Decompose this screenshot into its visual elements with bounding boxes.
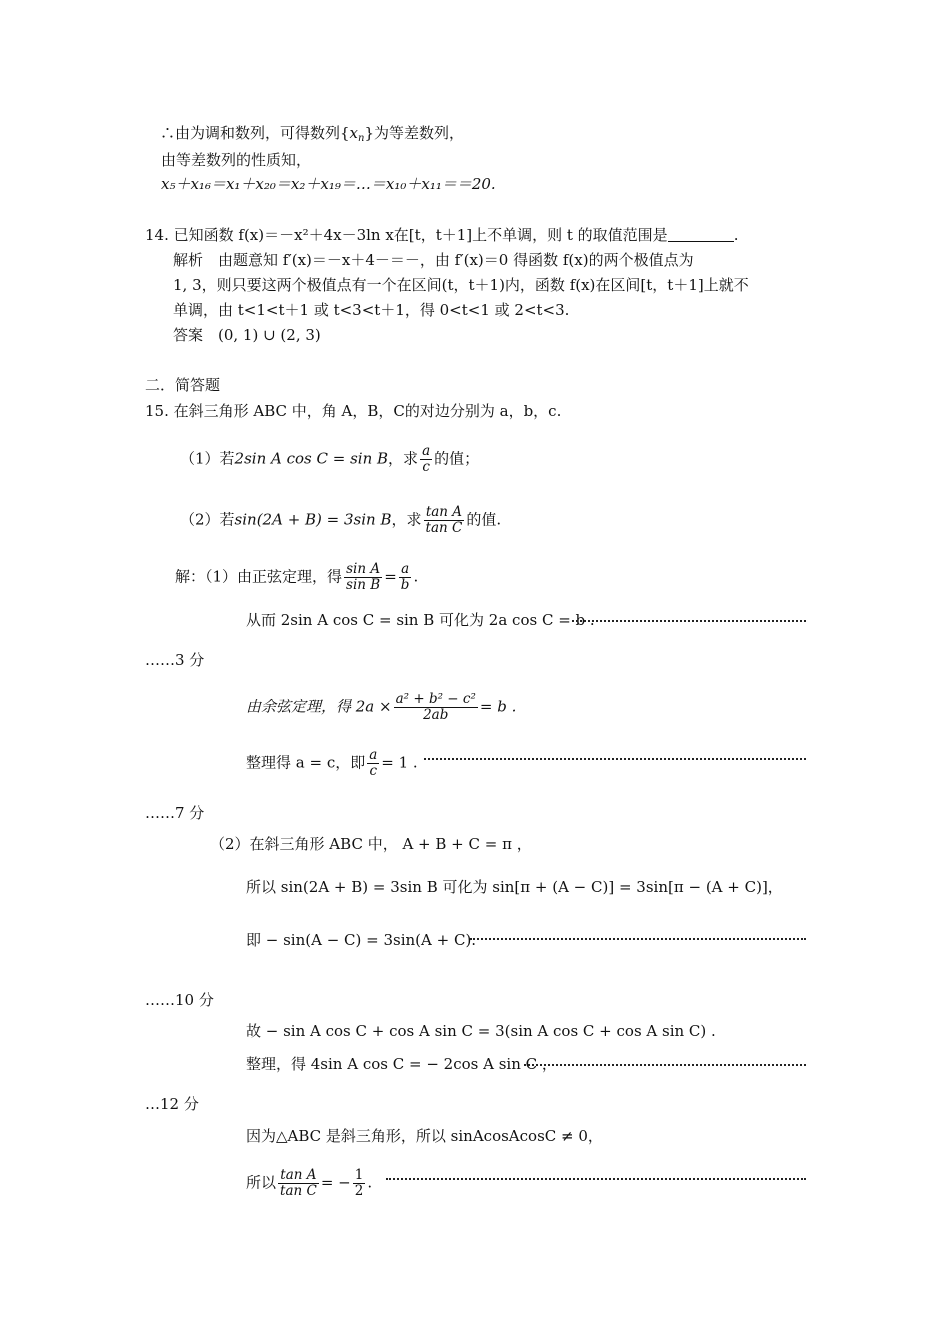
text: ，求 bbox=[388, 449, 419, 468]
fraction bbox=[367, 748, 379, 779]
denominator: tan C bbox=[425, 520, 463, 536]
numerator: a bbox=[369, 747, 378, 763]
score-leader-dots bbox=[424, 758, 806, 760]
denominator: tan C bbox=[280, 1183, 317, 1199]
fraction bbox=[344, 562, 382, 593]
solution-line-10: 因为△ABC 是斜三角形，所以 sinAcosAcosC ≠ 0， bbox=[246, 1127, 603, 1145]
text: . bbox=[367, 1173, 373, 1192]
denominator: 2 bbox=[354, 1183, 364, 1199]
text: . bbox=[413, 567, 419, 586]
subscript: n bbox=[358, 133, 365, 144]
solution-line-1 bbox=[175, 562, 418, 593]
line-13-3: x₅＋x₁₆＝x₁＋x₂₀＝x₂＋x₁₉＝…＝x₁₀＋x₁₁＝＝20. bbox=[161, 175, 496, 193]
fraction bbox=[424, 505, 465, 536]
numerator: a bbox=[401, 561, 410, 577]
numerator: sin A bbox=[346, 561, 381, 577]
text: ∴由为调和数列，可得数列{ bbox=[160, 124, 350, 142]
var-x: x bbox=[349, 124, 359, 142]
numerator: tan A bbox=[280, 1167, 317, 1183]
numerator: 1 bbox=[354, 1167, 364, 1183]
solution-line-9: 整理，得 4sin A cos C = − 2cos A sin C ， bbox=[246, 1055, 557, 1073]
text: 所以 bbox=[246, 1173, 277, 1192]
score-leader-dots bbox=[470, 938, 806, 940]
text: = b . bbox=[479, 697, 517, 716]
equation: sin(2A + B) = 3sin B bbox=[234, 510, 392, 529]
denominator: c bbox=[422, 459, 430, 475]
line-13-1 bbox=[160, 123, 464, 149]
score-leader-dots bbox=[524, 1064, 806, 1066]
problem-15-statement: 15. 在斜三角形 ABC 中，角 A，B，C的对边分别为 a，b，c. bbox=[145, 402, 562, 420]
score-leader-dots bbox=[386, 1178, 806, 1180]
fraction bbox=[420, 444, 432, 475]
problem-14-analysis-3: 单调，由 t<1<t＋1 或 t<3<t＋1，得 0<t<1 或 2<t<3. bbox=[173, 301, 570, 319]
score-leader-dots bbox=[572, 620, 806, 622]
solution-line-4 bbox=[246, 748, 418, 779]
numerator: a² + b² − c² bbox=[395, 691, 476, 707]
text: . bbox=[733, 226, 739, 244]
answer-blank bbox=[668, 227, 734, 242]
denominator: c bbox=[369, 763, 378, 779]
score-mark-3: ……3 分 bbox=[145, 651, 205, 669]
solution-line-8: 故 − sin A cos C + cos A sin C = 3(sin A cos C + cos A sin C) . bbox=[246, 1022, 716, 1040]
question-text: 14. 已知函数 f(x)＝－x²＋4x－3ln x在[t，t＋1]上不单调，则 t 的取值范围是 bbox=[145, 226, 668, 244]
score-mark-7: ……7 分 bbox=[145, 804, 205, 822]
fraction bbox=[278, 1168, 319, 1199]
equals: = − bbox=[320, 1173, 351, 1192]
text: 的值. bbox=[466, 510, 502, 529]
problem-15-part1 bbox=[180, 444, 479, 475]
solution-line-2: 从而 2sin A cos C = sin B 可化为 2a cos C = b . bbox=[246, 611, 595, 629]
solution-line-3 bbox=[246, 692, 516, 723]
denominator: sin B bbox=[346, 577, 381, 593]
fraction bbox=[394, 692, 478, 723]
denominator: b bbox=[400, 577, 410, 593]
solution-line-5: （2）在斜三角形 ABC 中， A + B + C = π ， bbox=[210, 835, 532, 853]
text: 解：（1）由正弦定理，得 bbox=[175, 567, 343, 586]
fraction bbox=[353, 1168, 366, 1199]
score-mark-10: ……10 分 bbox=[145, 991, 214, 1009]
denominator: 2ab bbox=[423, 707, 449, 723]
text: = 1 . bbox=[381, 753, 418, 772]
text: 的值； bbox=[434, 449, 480, 468]
solution-line-6: 所以 sin(2A + B) = 3sin B 可化为 sin[π + (A − C)] = 3sin[π − (A + C)]， bbox=[246, 878, 783, 896]
text: （2）若 bbox=[180, 510, 235, 529]
text: 整理得 a = c，即 bbox=[246, 753, 366, 772]
problem-14-answer: 答案 (0, 1) ∪ (2, 3) bbox=[173, 326, 321, 344]
text: }为等差数列， bbox=[364, 124, 465, 142]
fraction bbox=[399, 562, 412, 593]
problem-14-analysis-1: 解析 由题意知 f′(x)＝－x＋4－＝－，由 f′(x)＝0 得函数 f(x)的两个极值点为 bbox=[173, 251, 694, 269]
solution-line-11 bbox=[246, 1168, 372, 1199]
score-mark-12: …12 分 bbox=[145, 1095, 199, 1113]
numerator: tan A bbox=[425, 504, 463, 520]
section-heading: 二．简答题 bbox=[145, 376, 221, 394]
problem-14-analysis-2: 1, 3，则只要这两个极值点有一个在区间(t，t＋1)内，函数 f(x)在区间[t，t＋1]上就不 bbox=[173, 276, 749, 294]
solution-line-7: 即 − sin(A − C) = 3sin(A + C). bbox=[246, 931, 477, 949]
text: （1）若 bbox=[180, 449, 235, 468]
problem-15-part2 bbox=[180, 505, 501, 536]
text: ，求 bbox=[391, 510, 422, 529]
equation: 2sin A cos C = sin B bbox=[234, 449, 389, 468]
problem-14-question bbox=[145, 225, 738, 245]
numerator: a bbox=[422, 443, 431, 459]
text: 由余弦定理，得 2a × bbox=[246, 697, 392, 716]
equals: = bbox=[384, 567, 397, 586]
line-13-2: 由等差数列的性质知， bbox=[161, 151, 312, 169]
